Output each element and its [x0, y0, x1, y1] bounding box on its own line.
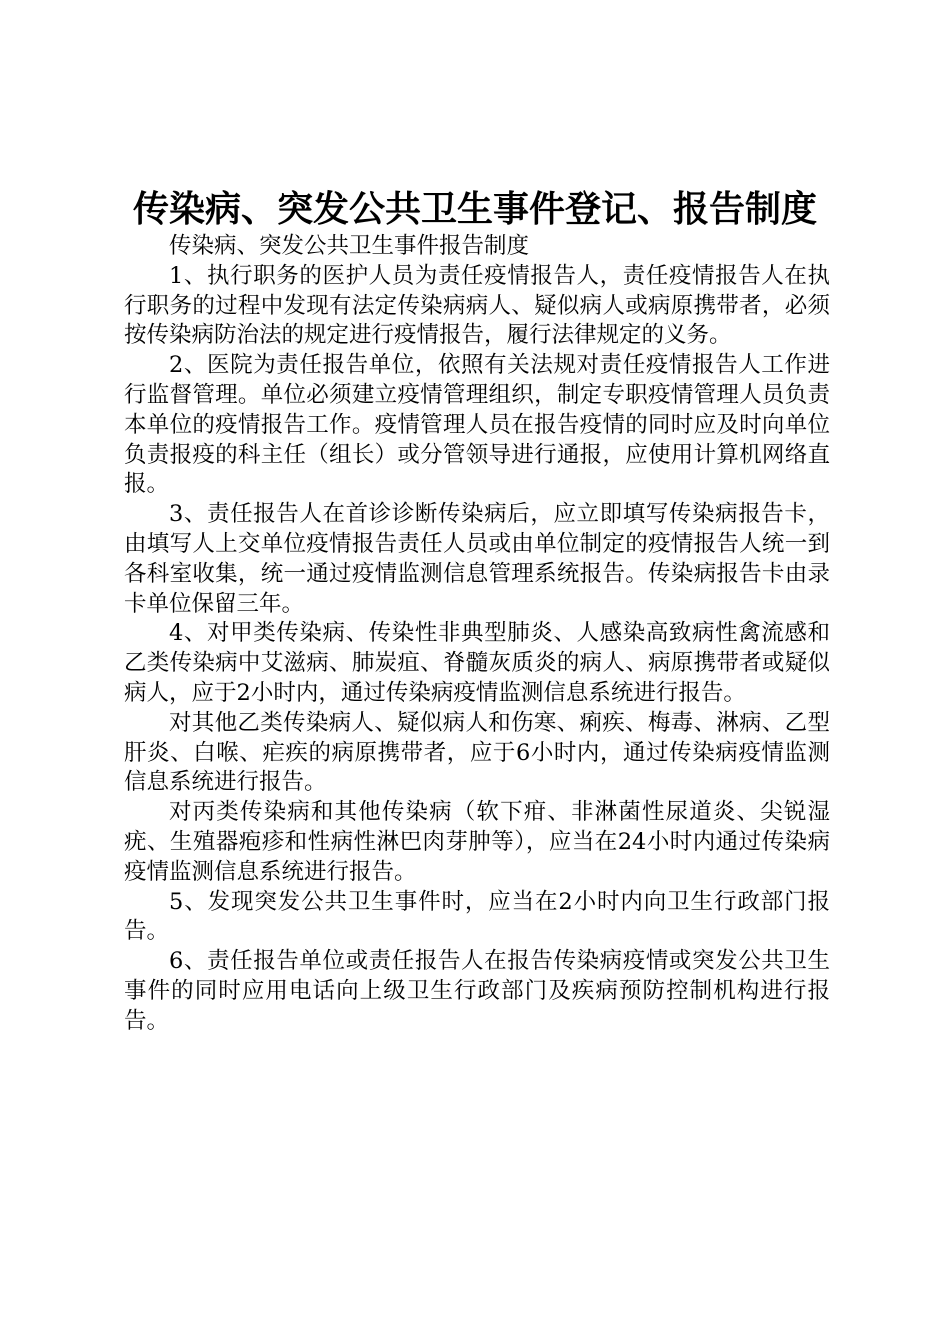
paragraph-item-2: 2、医院为责任报告单位，依照有关法规对责任疫情报告人工作进行监督管理。单位必须建立疫情管理组织，制定专职疫情管理人员负责本单位的疫情报告工作。疫情管理人员在报告疫情的同时应及时向单位负责报疫的科主任（组长）或分管领导进行通报，应使用计算机网络直报。 [124, 352, 830, 498]
paragraph-item-5: 5、发现突发公共卫生事件时，应当在2小时内向卫生行政部门报告。 [124, 888, 830, 945]
paragraph-item-4: 4、对甲类传染病、传染性非典型肺炎、人感染高致病性禽流感和乙类传染病中艾滋病、肺炭疽、脊髓灰质炎的病人、病原携带者或疑似病人，应于2小时内，通过传染病疫情监测信息系统进行报告。 [124, 620, 830, 706]
document-body [124, 232, 830, 1037]
paragraph-item-3: 3、责任报告人在首诊诊断传染病后，应立即填写传染病报告卡，由填写人上交单位疫情报告责任人员或由单位制定的疫情报告人统一到各科室收集，统一通过疫情监测信息管理系统报告。传染病报告卡由录卡单位保留三年。 [124, 501, 830, 617]
paragraph-subtitle: 传染病、突发公共卫生事件报告制度 [169, 233, 530, 259]
paragraph-item-4-class-c: 对丙类传染病和其他传染病（软下疳、非淋菌性尿道炎、尖锐湿疣、生殖器疱疹和性病性淋巴肉芽肿等），应当在24小时内通过传染病疫情监测信息系统进行报告。 [124, 799, 830, 885]
paragraph-item-6: 6、责任报告单位或责任报告人在报告传染病疫情或突发公共卫生事件的同时应用电话向上级卫生行政部门及疾病预防控制机构进行报告。 [124, 948, 830, 1034]
document-title: 传染病、突发公共卫生事件登记、报告制度 [132, 188, 817, 230]
paragraph-item-1: 1、执行职务的医护人员为责任疫情报告人，责任疫情报告人在执行职务的过程中发现有法定传染病病人、疑似病人或病原携带者，必须按传染病防治法的规定进行疫情报告，履行法律规定的义务。 [124, 262, 830, 349]
paragraph-item-4-class-b: 对其他乙类传染病人、疑似病人和伤寒、痢疾、梅毒、淋病、乙型肝炎、白喉、疟疾的病原携带者，应于6小时内，通过传染病疫情监测信息系统进行报告。 [124, 709, 830, 796]
